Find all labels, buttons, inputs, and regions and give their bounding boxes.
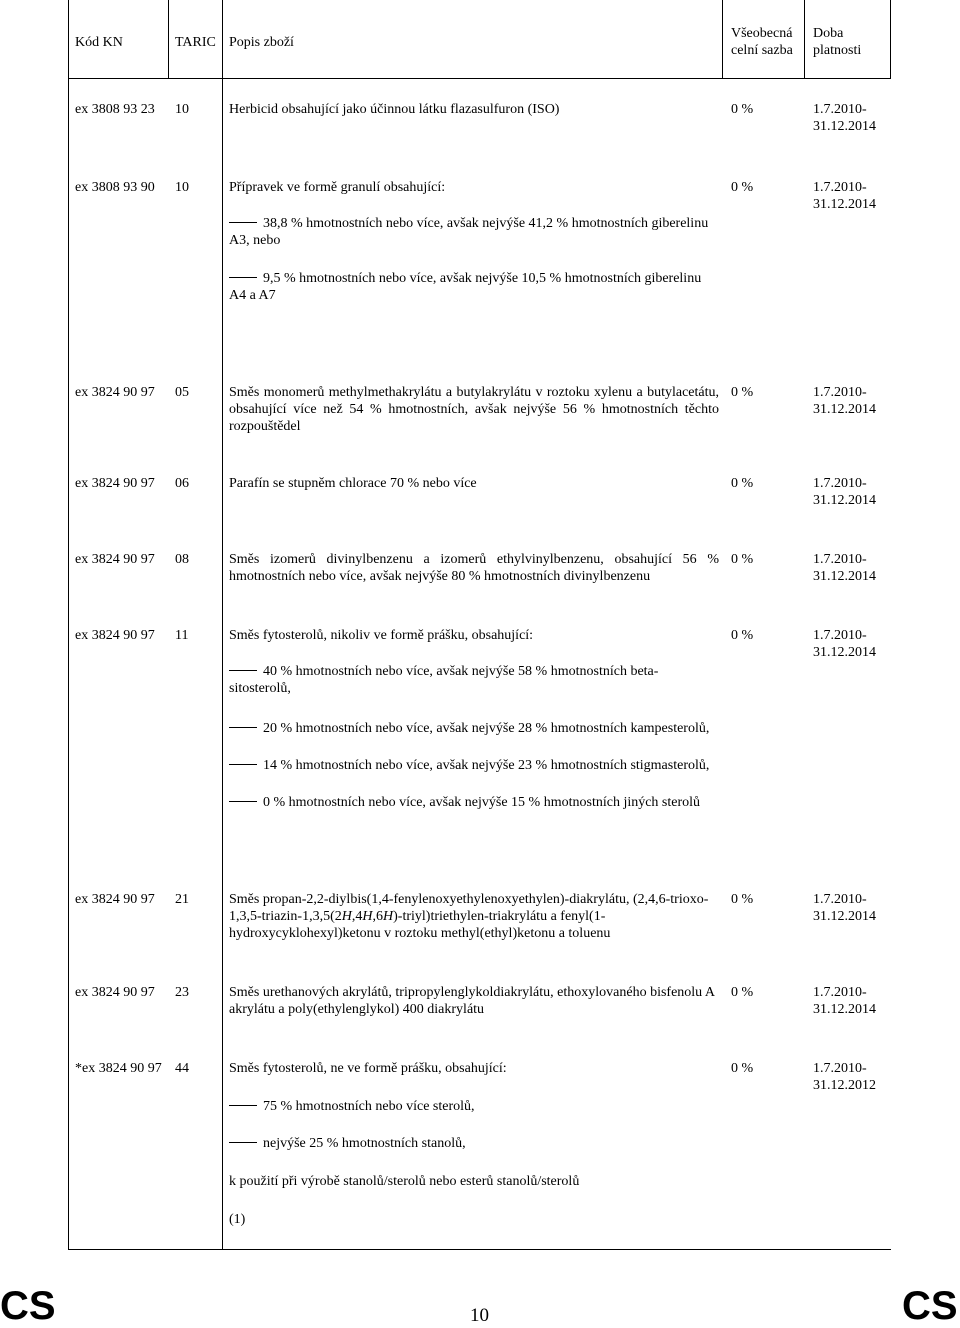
row-desc-line: hydroxycyklohexyl)ketonu v roztoku methyl(ethyl)ketonu a toluenu [229,926,611,941]
row-date-from: 1.7.2010- [813,892,867,907]
row-date-from: 1.7.2010- [813,1061,867,1076]
row-desc: Herbicid obsahující jako účinnou látku flazasulfuron (ISO) [229,102,560,117]
dash-icon [229,764,257,765]
row-use-note: k použití při výrobě stanolů/sterolů nebo esterů stanolů/sterolů [229,1174,580,1189]
row-rate: 0 % [731,1061,754,1076]
row-subitem: 38,8 % hmotnostních nebo více, avšak nejvýše 41,2 % hmotnostních giberelinu A3, nebo [229,216,709,248]
row-rate: 0 % [731,476,754,491]
row-desc: Parafín se stupněm chlorace 70 % nebo více [229,476,477,491]
row-taric: 21 [175,892,189,907]
table-border-left [68,0,69,1249]
row-kod: ex 3808 93 90 [75,180,155,195]
row-kod: ex 3808 93 23 [75,102,155,117]
row-kod: ex 3824 90 97 [75,892,155,907]
row-desc-line: Směs propan-2,2-diylbis(1,4-fenylenoxyethylenoxyethylen)-diakrylátu, (2,4,6-trioxo- [229,892,709,907]
row-taric: 10 [175,102,189,117]
row-subitem: 14 % hmotnostních nebo více, avšak nejvýše 23 % hmotnostních stigmasterolů, [229,757,717,774]
row-desc [229,891,719,942]
header-sazba-1: Všeobecná [731,26,793,41]
header-doba-1: Doba [813,26,844,41]
header-popis: Popis zboží [229,35,294,50]
row-rate: 0 % [731,892,754,907]
row-desc: Směs izomerů divinylbenzenu a izomerů ethylvinylbenzenu, obsahující 56 % hmotnostních nebo více, avšak nejvýše 80 % hmotnostních divinylbenzenu [229,552,719,584]
row-taric: 08 [175,552,189,567]
row-rate: 0 % [731,628,754,643]
row-kod: ex 3824 90 97 [75,385,155,400]
row-taric: 06 [175,476,189,491]
language-code-right: CS [902,1284,958,1328]
row-kod: *ex 3824 90 97 [75,1061,162,1076]
row-subitem: 20 % hmotnostních nebo více, avšak nejvýše 28 % hmotnostních kampesterolů, [229,720,717,737]
row-desc: Směs urethanových akrylátů, tripropylenglykoldiakrylátu, ethoxylovaného bisfenolu A akrylátu a poly(ethylenglykol) 400 diakrylátu [229,985,715,1017]
dash-icon [229,1142,257,1143]
row-taric: 23 [175,985,189,1000]
row-rate: 0 % [731,102,754,117]
row-taric: 10 [175,180,189,195]
dash-icon [229,727,257,728]
footnote-ref: (1) [229,1212,246,1227]
table-border-right [890,0,891,78]
col-divider [168,0,169,78]
header-taric: TARIC [175,35,216,50]
row-date-to: 31.12.2014 [813,493,876,508]
row-kod: ex 3824 90 97 [75,476,155,491]
row-date-from: 1.7.2010- [813,180,867,195]
row-date-from: 1.7.2010- [813,985,867,1000]
row-date-from: 1.7.2010- [813,385,867,400]
dash-icon [229,801,257,802]
row-rate: 0 % [731,552,754,567]
row-taric: 11 [175,628,189,643]
row-date-to: 31.12.2014 [813,119,876,134]
row-rate: 0 % [731,985,754,1000]
header-sazba-2: celní sazba [731,43,793,58]
row-desc: Směs monomerů methylmethakrylátu a butylakrylátu v roztoku xylenu a butylacetátu, obsahující více než 54 % hmotnostních, avšak nejvýše 56 % hmotnostních těchto rozpouštědel [229,385,719,434]
row-date-to: 31.12.2014 [813,645,876,660]
header-kod: Kód KN [75,35,123,50]
row-subitem: nejvýše 25 % hmotnostních stanolů, [229,1135,717,1152]
row-subitem: 9,5 % hmotnostních nebo více, avšak nejvýše 10,5 % hmotnostních giberelinu A4 a A7 [229,271,702,303]
row-date-to: 31.12.2012 [813,1078,876,1093]
row-kod: ex 3824 90 97 [75,985,155,1000]
row-date-from: 1.7.2010- [813,628,867,643]
dash-icon [229,1105,257,1106]
row-date-from: 1.7.2010- [813,552,867,567]
dash-icon [229,670,257,671]
header-doba-2: platnosti [813,43,862,58]
row-date-to: 31.12.2014 [813,197,876,212]
row-desc-line: 1,3,5-triazin-1,3,5(2H,4H,6H)-triyl)triethylen-triakrylátu a fenyl(1- [229,909,606,924]
row-date-to: 31.12.2014 [813,402,876,417]
row-rate: 0 % [731,385,754,400]
dash-icon [229,277,257,278]
row-date-from: 1.7.2010- [813,102,867,117]
row-subitem: 40 % hmotnostních nebo více, avšak nejvýše 58 % hmotnostních beta-sitosterolů, [229,664,659,696]
row-kod: ex 3824 90 97 [75,552,155,567]
row-kod: ex 3824 90 97 [75,628,155,643]
row-subitem: 0 % hmotnostních nebo více, avšak nejvýše 15 % hmotnostních jiných sterolů [229,794,717,811]
col-divider [222,0,223,1249]
row-subitem: 75 % hmotnostních nebo více sterolů, [229,1098,717,1115]
col-divider [804,0,805,78]
dash-icon [229,222,257,223]
row-rate: 0 % [731,180,754,195]
row-date-to: 31.12.2014 [813,1002,876,1017]
row-desc: Směs fytosterolů, ne ve formě prášku, obsahující: [229,1061,507,1076]
language-code-left: CS [0,1284,56,1328]
row-taric: 44 [175,1061,189,1076]
row-desc: Přípravek ve formě granulí obsahující: [229,180,446,195]
row-date-from: 1.7.2010- [813,476,867,491]
page-number: 10 [470,1305,489,1326]
row-date-to: 31.12.2014 [813,909,876,924]
row-date-to: 31.12.2014 [813,569,876,584]
col-divider [722,0,723,78]
row-taric: 05 [175,385,189,400]
row-desc: Směs fytosterolů, nikoliv ve formě prášku, obsahující: [229,628,534,643]
